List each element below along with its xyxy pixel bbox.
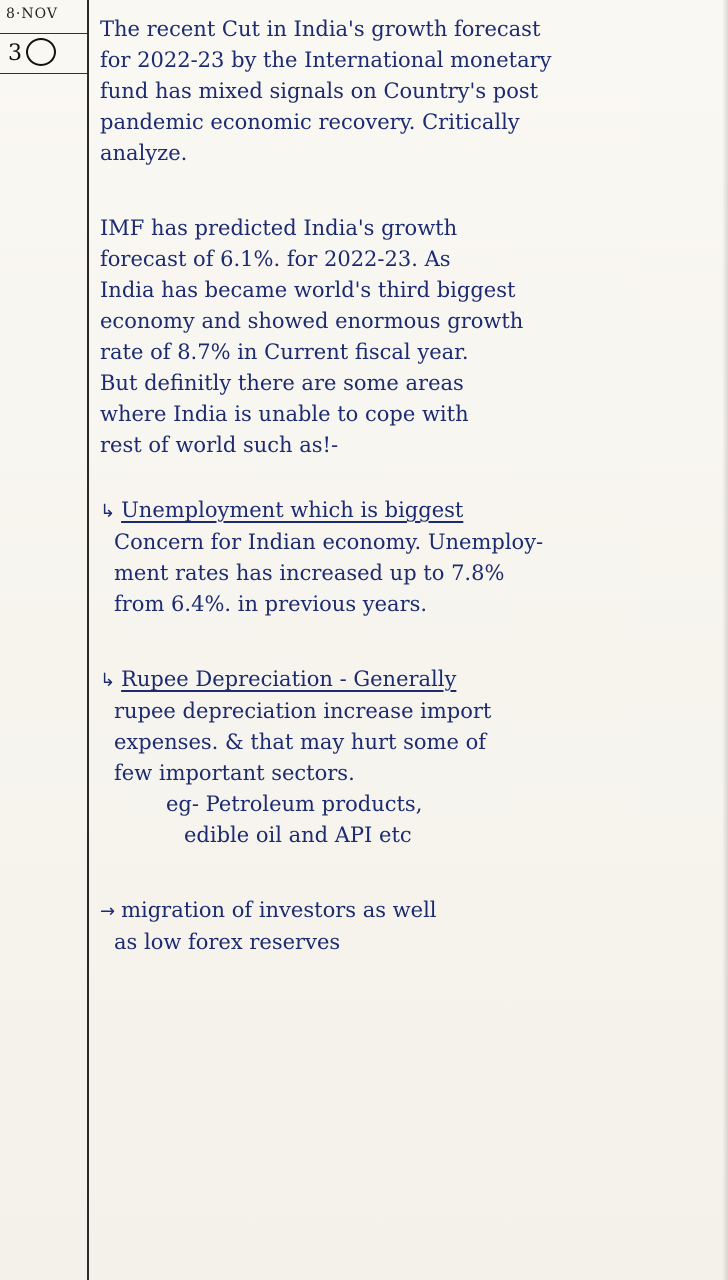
question-line: pandemic economic recovery. Critically: [100, 110, 520, 134]
point-line: [100, 664, 720, 696]
question-line: analyze.: [100, 141, 188, 165]
intro-line: rest of world such as!-: [100, 433, 339, 457]
point-migration: [100, 895, 720, 958]
intro-line: India has became world's third biggest: [100, 278, 516, 302]
point-line: rupee depreciation increase import: [114, 699, 492, 723]
point-unemployment: [100, 495, 720, 620]
point-line: Concern for Indian economy. Unemploy-: [114, 530, 544, 554]
arrow-icon: →: [100, 901, 116, 922]
intro-paragraph: [100, 213, 720, 461]
date-label: 8·NOV: [6, 6, 58, 22]
arrow-hook-icon: ↳: [100, 670, 116, 691]
intro-line: But definitly there are some areas: [100, 371, 464, 395]
point-line: [100, 895, 720, 927]
intro-line: rate of 8.7% in Current fiscal year.: [100, 340, 469, 364]
point-heading: Rupee Depreciation - Generally: [121, 667, 457, 691]
intro-line: forecast of 6.1%. for 2022-23. As: [100, 247, 451, 271]
question-line: fund has mixed signals on Country's post: [100, 79, 539, 103]
point-heading: Unemployment which is biggest: [121, 498, 464, 522]
intro-line: economy and showed enormous growth: [100, 309, 524, 333]
point-line: expenses. & that may hurt some of: [114, 730, 486, 754]
point-line: as low forex reserves: [114, 930, 341, 954]
margin-divider-top: [0, 33, 87, 34]
point-line: [100, 495, 720, 527]
margin-rule: [87, 0, 89, 1280]
question-line: for 2022-23 by the International monetary: [100, 48, 552, 72]
arrow-hook-icon: ↳: [100, 501, 116, 522]
point-line: few important sectors.: [114, 761, 355, 785]
question-number-text: 3: [8, 41, 22, 66]
question-circle-icon: [26, 38, 56, 66]
point-line: eg- Petroleum products,: [166, 792, 423, 816]
point-line: edible oil and API etc: [184, 823, 412, 847]
answer-content: [100, 14, 720, 958]
point-line: from 6.4%. in previous years.: [114, 592, 428, 616]
page-edge-shadow: [722, 0, 728, 1280]
point-line: ment rates has increased up to 7.8%: [114, 561, 505, 585]
point-rupee-depreciation: [100, 664, 720, 851]
question-number: [8, 40, 56, 68]
question-line: The recent Cut in India's growth forecast: [100, 17, 541, 41]
point-heading: migration of investors as well: [121, 898, 437, 922]
intro-line: IMF has predicted India's growth: [100, 216, 458, 240]
intro-line: where India is unable to cope with: [100, 402, 469, 426]
question-text: [100, 14, 720, 169]
margin-divider-question: [0, 73, 87, 74]
